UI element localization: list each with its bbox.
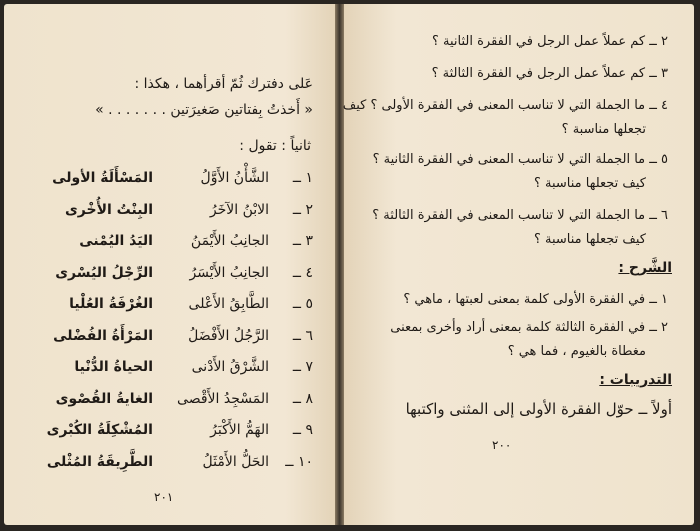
- instruction-line-1: عَلى دفترك ثُمّ أقرأهما ، هكذا :: [134, 76, 313, 92]
- question-line: كيف تجعلها مناسبة ؟: [533, 176, 646, 191]
- feminine-phrase: الغايةُ القُصْوى: [55, 390, 153, 407]
- question-line: ٦ ــ ما الجملة التي لا تناسب المعنى في الفقرة الثالثة ؟: [372, 208, 668, 223]
- question-line: ٤ ــ ما الجملة التي لا تناسب المعنى في الفقرة الأولى ؟ كيف: [342, 98, 668, 113]
- section-label: ثانياً : تقول :: [239, 138, 311, 154]
- tadribat-heading: التدريبات :: [599, 372, 672, 388]
- instruction-line-2: « أَخذتُ بِفتاتين صَغيرَتين . . . . . . . »: [95, 102, 313, 118]
- sharh-line: ٢ ــ في الفقرة الثالثة كلمة بمعنى أراد وأخرى بمعنى: [390, 320, 668, 335]
- table-row: [23, 233, 313, 261]
- masculine-phrase: الرَّجُلُ الأَفْضَلُ: [188, 327, 269, 344]
- right-page: [344, 4, 694, 525]
- masculine-phrase: الشَّرْقُ الأَدْنى: [191, 359, 269, 375]
- feminine-phrase: الرِّجْلُ اليُسْرى: [55, 264, 153, 281]
- question-line: كيف تجعلها مناسبة ؟: [533, 232, 646, 247]
- left-page: [4, 4, 335, 525]
- table-row: [23, 422, 313, 450]
- feminine-phrase: المُشْكِلَةُ الكُبْرى: [46, 422, 153, 438]
- table-row: [23, 296, 313, 324]
- question-line: ٣ ــ كم عملاً عمل الرجل في الفقرة الثالثة ؟: [431, 66, 668, 81]
- row-number: ١٠ ــ: [285, 453, 313, 470]
- row-number: ٦ ــ: [292, 327, 313, 344]
- masculine-phrase: الهَمُّ الأَكْبَرُ: [210, 422, 269, 438]
- feminine-phrase: الغُرْفَةُ العُلْيا: [69, 296, 153, 312]
- table-row: [23, 391, 313, 419]
- masculine-phrase: الابْنُ الآخَرُ: [209, 201, 269, 218]
- sharh-line: مغطاة بالغيوم ، فما هي ؟: [507, 344, 646, 359]
- feminine-phrase: المَسْأَلَةُ الأولى: [52, 170, 153, 186]
- table-row: [23, 328, 313, 356]
- masculine-phrase: الجانِبُ الأَيْسَرُ: [189, 264, 269, 281]
- feminine-phrase: الطَّرِيقَةُ المُثْلى: [46, 453, 153, 470]
- feminine-phrase: اليَدُ اليُمْنى: [79, 233, 153, 249]
- row-number: ٩ ــ: [292, 422, 313, 438]
- page-number-left: ٢٠١: [154, 490, 174, 504]
- row-number: ٧ ــ: [292, 359, 313, 375]
- row-number: ١ ــ: [292, 170, 313, 186]
- masculine-phrase: الطَّابِقُ الأَعْلى: [188, 296, 269, 312]
- question-line: تجعلها مناسبة ؟: [561, 122, 646, 137]
- masculine-phrase: الشَّأْنُ الأَوَّلُ: [200, 170, 269, 186]
- row-number: ٨ ــ: [292, 390, 313, 407]
- table-row: [23, 454, 313, 482]
- masculine-phrase: المَسْجِدُ الأَقْصى: [177, 390, 269, 407]
- exercise-first: أولاً ــ حوّل الفقرة الأولى إلى المثنى واكتبها: [405, 400, 672, 418]
- feminine-phrase: المَرْأَةُ الفُضْلى: [53, 327, 153, 344]
- table-row: [23, 265, 313, 293]
- sharh-heading: الشَّرح :: [618, 260, 672, 276]
- feminine-phrase: الحياةُ الدُّنْيا: [74, 359, 153, 375]
- row-number: ٣ ــ: [292, 233, 313, 249]
- sharh-line: ١ ــ في الفقرة الأولى كلمة بمعنى لعبتها ، ماهي ؟: [403, 292, 668, 307]
- masculine-phrase: الحَلُّ الأَمْثَلُ: [202, 453, 269, 470]
- feminine-phrase: البِنْتُ الأُخْرى: [64, 201, 153, 218]
- question-line: ٢ ــ كم عملاً عمل الرجل في الفقرة الثانية ؟: [431, 34, 668, 49]
- row-number: ٢ ــ: [292, 201, 313, 218]
- page-number-right: ٢٠٠: [492, 438, 512, 452]
- table-row: [23, 202, 313, 230]
- question-line: ٥ ــ ما الجملة التي لا تناسب المعنى في الفقرة الثانية ؟: [372, 152, 668, 167]
- table-row: [23, 359, 313, 387]
- row-number: ٤ ــ: [292, 264, 313, 281]
- table-row: [23, 170, 313, 198]
- row-number: ٥ ــ: [292, 296, 313, 312]
- masculine-phrase: الجانِبُ الأَيْمَنُ: [190, 233, 269, 249]
- book-gutter: [335, 4, 344, 525]
